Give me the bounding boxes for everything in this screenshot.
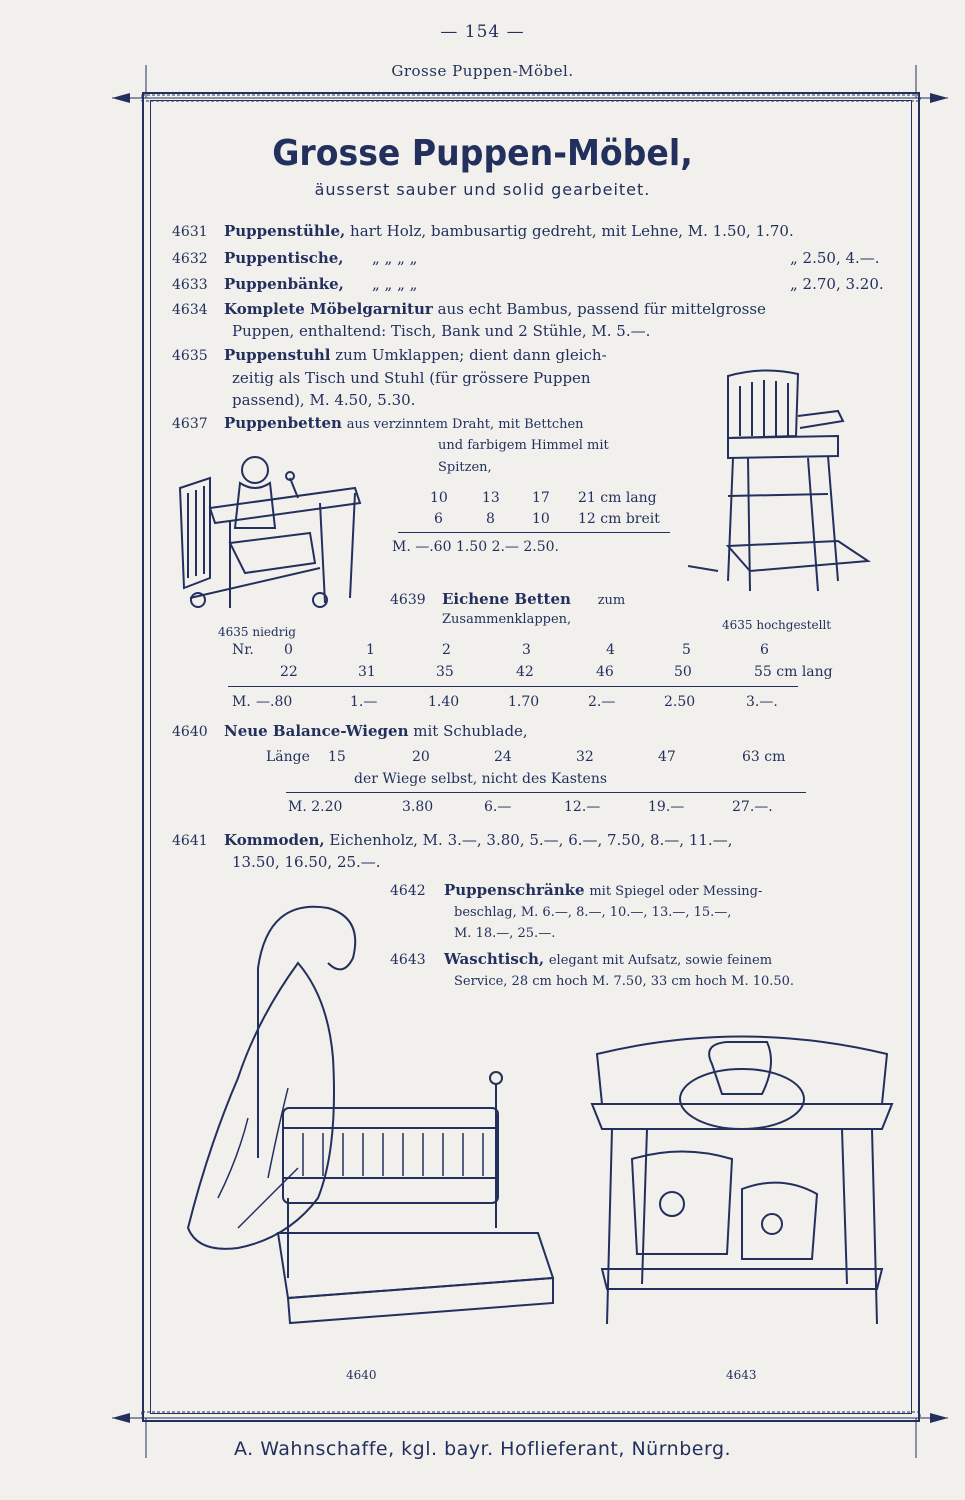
item-4631: 4631 Puppenstühle, hart Holz, bambusartig gedreht, mit Lehne, M. 1.50, 1.70. xyxy=(172,222,794,240)
item-4639-prices: M. —.80 1.— 1.40 1.70 2.— 2.50 3.—. xyxy=(232,694,778,710)
item-4634: 4634 Komplete Möbelgarnitur aus echt Bambus, passend für mittelgrosse xyxy=(172,300,766,318)
item-4639: 4639 Eichene Betten zum xyxy=(390,590,626,608)
folding-chair-illustration xyxy=(170,448,370,618)
caption-4643: 4643 xyxy=(726,1368,757,1382)
table-rule xyxy=(286,792,806,793)
item-4637-line2: und farbigem Himmel mit xyxy=(438,438,609,453)
item-4641-line2: 13.50, 16.50, 25.—. xyxy=(232,853,381,871)
item-4637-lengths: 10 13 17 21 cm lang xyxy=(430,490,657,506)
page-number: — 154 — xyxy=(440,22,525,42)
item-4634-line2: Puppen, enthaltend: Tisch, Bank und 2 Stühle, M. 5.—. xyxy=(232,322,651,340)
page-title: Grosse Puppen-Möbel, xyxy=(272,133,693,174)
item-4633: 4633 Puppenbänke, „ „ „ „ „ 2.70, 3.20. xyxy=(172,275,884,293)
item-4640-prices: M. 2.20 3.80 6.— 12.— 19.— 27.—. xyxy=(288,799,773,815)
item-4642-line3: M. 18.—, 25.—. xyxy=(454,926,556,941)
item-4635: 4635 Puppenstuhl zum Umklappen; dient dann gleich- xyxy=(172,346,607,364)
high-chair-illustration xyxy=(688,366,888,616)
cradle-illustration xyxy=(178,898,563,1348)
washstand-illustration xyxy=(592,1024,892,1344)
item-4637-widths: 6 8 10 12 cm breit xyxy=(434,511,660,527)
item-4640-lengths: Länge 15 20 24 32 47 63 cm xyxy=(266,749,786,765)
page-footer: A. Wahnschaffe, kgl. bayr. Hoflieferant, Nürnberg. xyxy=(233,1438,732,1460)
caption-4635-low: 4635 niedrig xyxy=(218,625,296,639)
item-4637: 4637 Puppenbetten aus verzinntem Draht, mit Bettchen xyxy=(172,414,584,432)
page-subtitle: äusserst sauber und solid gearbeitet. xyxy=(314,180,651,199)
caption-4635-high: 4635 hochgestellt xyxy=(722,618,832,632)
table-rule xyxy=(398,532,670,533)
item-4635-line3: passend), M. 4.50, 5.30. xyxy=(232,391,416,409)
item-4635-line2: zeitig als Tisch und Stuhl (für grössere Puppen xyxy=(232,369,591,387)
item-4640: 4640 Neue Balance-Wiegen mit Schublade, xyxy=(172,722,528,740)
table-rule xyxy=(228,686,798,687)
item-4637-prices: M. —.60 1.50 2.— 2.50. xyxy=(392,539,560,555)
item-4639-numbers: Nr. 0 1 2 3 4 5 6 xyxy=(232,642,769,658)
running-header: Grosse Puppen-Möbel. xyxy=(391,62,574,80)
item-4640-note: der Wiege selbst, nicht des Kastens xyxy=(354,771,608,787)
item-4642-line2: beschlag, M. 6.—, 8.—, 10.—, 13.—, 15.—, xyxy=(454,905,732,920)
item-4632: 4632 Puppentische, „ „ „ „ „ 2.50, 4.—. xyxy=(172,249,880,267)
item-4642: 4642 Puppenschränke mit Spiegel oder Messing- xyxy=(390,881,763,899)
item-4639-lengths: 22 31 35 42 46 50 55 cm lang xyxy=(280,664,833,680)
item-4637-line3: Spitzen, xyxy=(438,460,492,475)
caption-4640: 4640 xyxy=(346,1368,377,1382)
item-4641: 4641 Kommoden, Eichenholz, M. 3.—, 3.80, 5.—, 6.—, 7.50, 8.—, 11.—, xyxy=(172,831,733,849)
item-4639-line2: Zusammenklappen, xyxy=(442,612,572,627)
item-4643-line2: Service, 28 cm hoch M. 7.50, 33 cm hoch M. 10.50. xyxy=(454,974,795,989)
item-4643: 4643 Waschtisch, elegant mit Aufsatz, sowie feinem xyxy=(390,950,773,968)
